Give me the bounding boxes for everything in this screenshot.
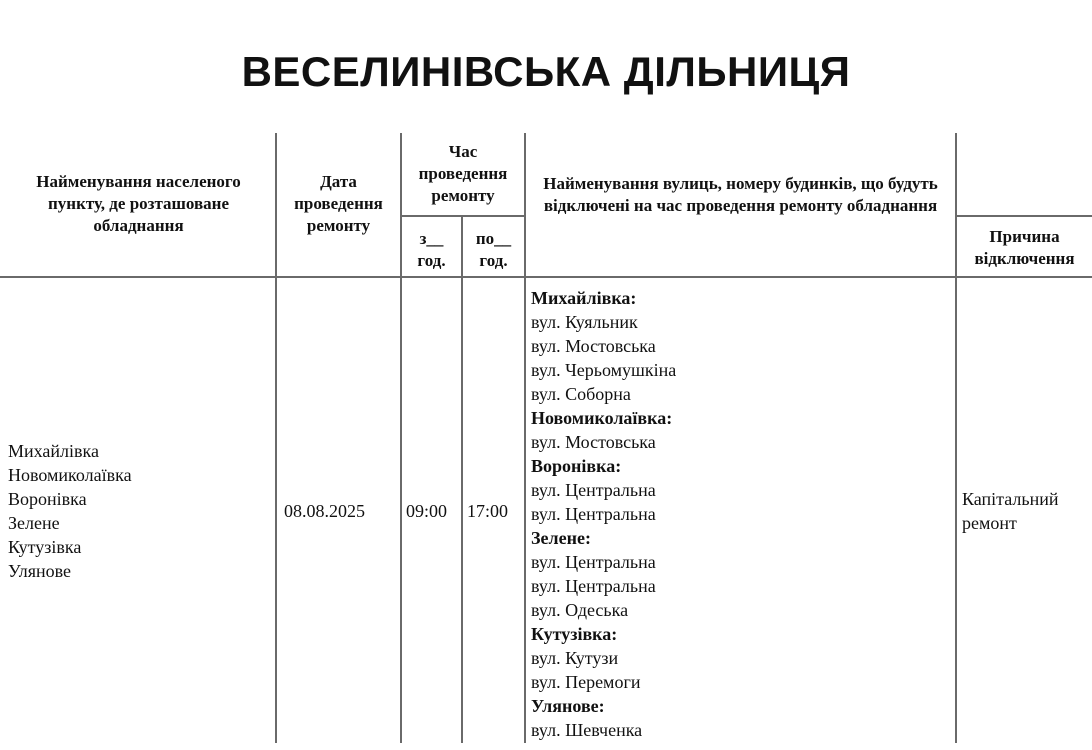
col-divider bbox=[955, 133, 957, 743]
list-item: вул. Соборна bbox=[531, 384, 631, 404]
list-item: Кутузівка bbox=[8, 537, 82, 557]
street-list bbox=[531, 286, 951, 742]
list-item: вул. Кутузи bbox=[531, 648, 619, 668]
list-item: Зелене bbox=[8, 513, 60, 533]
place-heading: Кутузівка: bbox=[531, 624, 618, 644]
list-item: Новомиколаївка bbox=[8, 465, 132, 485]
page-title: ВЕСЕЛИНІВСЬКА ДІЛЬНИЦЯ bbox=[241, 48, 851, 95]
list-item: вул. Центральна bbox=[531, 552, 656, 572]
settlement-list bbox=[8, 439, 273, 583]
place-heading: Зелене: bbox=[531, 528, 591, 548]
header-reason: Причина відключення bbox=[974, 227, 1075, 268]
list-item: вул. Куяльник bbox=[531, 312, 638, 332]
list-item: вул. Перемоги bbox=[531, 672, 641, 692]
time-to-value: 17:00 bbox=[467, 501, 509, 521]
list-item: вул. Черьомушкіна bbox=[531, 360, 677, 380]
header-time-to: по__ год. bbox=[475, 229, 512, 270]
list-item: вул. Одеська bbox=[531, 600, 629, 620]
header-time-group: Час проведення ремонту bbox=[418, 142, 508, 205]
header-settlement: Найменування населеного пункту, де розташоване обладнання bbox=[36, 172, 241, 235]
header-time-from: з__ год. bbox=[417, 229, 446, 270]
header-bottom-border bbox=[0, 276, 1092, 278]
disconnection-reason: Капітальний ремонт bbox=[962, 489, 1059, 533]
col-divider bbox=[400, 133, 402, 743]
list-item: вул. Центральна bbox=[531, 480, 656, 500]
list-item: вул. Шевченка bbox=[531, 720, 643, 740]
list-item: Михайлівка bbox=[8, 441, 99, 461]
time-from-value: 09:00 bbox=[406, 501, 448, 521]
list-item: вул. Центральна bbox=[531, 576, 656, 596]
place-heading: Михайлівка: bbox=[531, 288, 637, 308]
list-item: Воронівка bbox=[8, 489, 87, 509]
list-item: вул. Мостовська bbox=[531, 336, 656, 356]
list-item: Улянове bbox=[8, 561, 71, 581]
place-heading: Новомиколаївка: bbox=[531, 408, 673, 428]
header-streets: Найменування вулиць, номеру будинків, що будуть відключені на час проведення ремонту обладнання bbox=[543, 174, 938, 215]
col-divider bbox=[275, 133, 277, 743]
col-divider bbox=[524, 133, 526, 743]
place-heading: Улянове: bbox=[531, 696, 605, 716]
col-divider bbox=[461, 216, 463, 743]
list-item: вул. Центральна bbox=[531, 504, 656, 524]
repair-date: 08.08.2025 bbox=[284, 501, 365, 521]
list-item: вул. Мостовська bbox=[531, 432, 656, 452]
header-date: Дата проведення ремонту bbox=[294, 172, 383, 235]
time-header-divider bbox=[400, 215, 526, 217]
place-heading: Воронівка: bbox=[531, 456, 622, 476]
reason-header-divider bbox=[955, 215, 1092, 217]
